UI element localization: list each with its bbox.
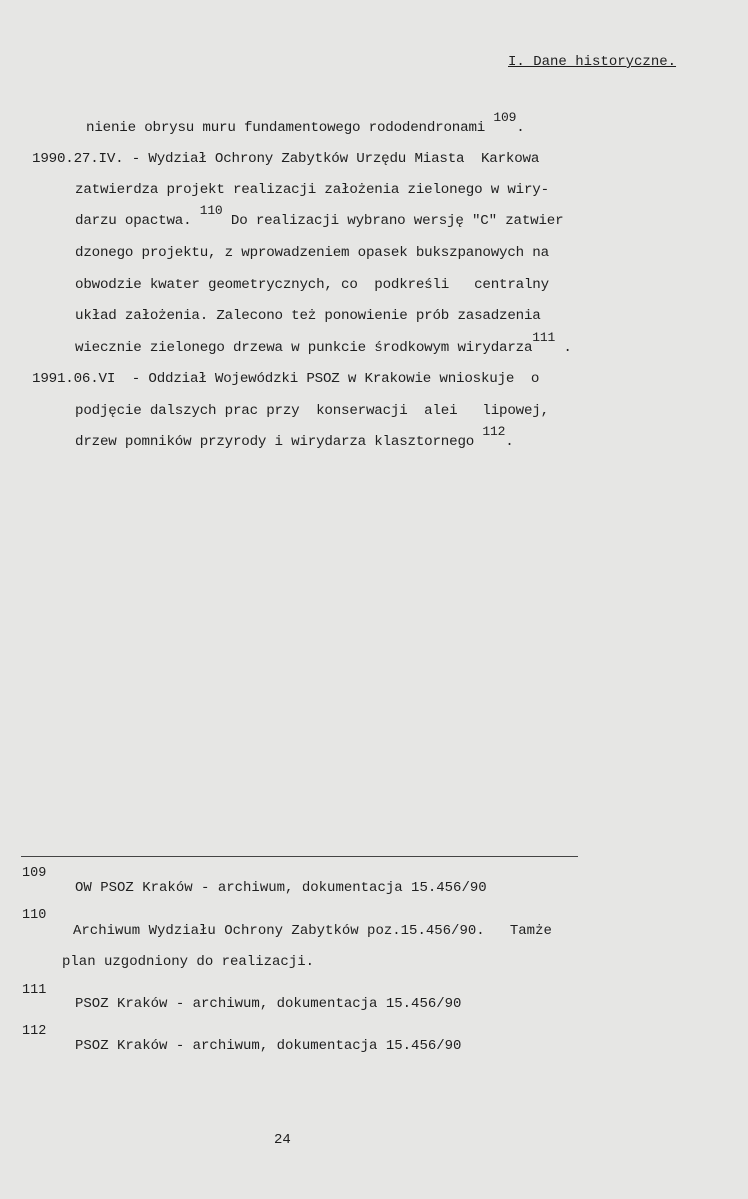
body-line-text: podjęcie dalszych prac przy konserwacji alei lipowej, xyxy=(75,403,549,419)
footnote-text: plan uzgodniony do realizacji. xyxy=(62,954,315,970)
body-line xyxy=(32,371,539,387)
body-line-text: Do realizacji wybrano wersję "C" zatwier xyxy=(230,213,564,229)
body-line xyxy=(32,151,539,167)
body-line xyxy=(75,308,541,324)
body-line-text: dzonego projektu, z wprowadzeniem opasek bukszpanowych na xyxy=(75,245,549,261)
footnote-text: PSOZ Kraków - archiwum, dokumentacja 15.456/90 xyxy=(75,1038,462,1054)
footnote-number: 112 xyxy=(22,1024,47,1039)
body-line-text: drzew pomników przyrody i wirydarza klasztornego xyxy=(75,434,475,450)
body-line xyxy=(75,203,564,229)
footnote-text: OW PSOZ Kraków - archiwum, dokumentacja 15.456/90 xyxy=(75,880,487,896)
period: . xyxy=(505,434,514,450)
footnote-separator xyxy=(21,856,578,857)
body-line-text: nienie obrysu muru fundamentowego rododendronami xyxy=(86,120,486,136)
body-line xyxy=(86,110,525,136)
body-line-text: zatwierdza projekt realizacji założenia zielonego w wiry- xyxy=(75,182,549,198)
body-line xyxy=(75,245,549,261)
footnote-text: PSOZ Kraków - archiwum, dokumentacja 15.456/90 xyxy=(75,996,462,1012)
footnote-number: 111 xyxy=(22,983,47,998)
body-line xyxy=(75,403,549,419)
body-line-text: wiecznie zielonego drzewa w punkcie środkowym wirydarza xyxy=(75,340,533,356)
body-line-text: darzu opactwa. xyxy=(75,213,192,229)
body-line-text: układ założenia. Zalecono też ponowienie prób zasadzenia xyxy=(75,308,541,324)
page-number: 24 xyxy=(274,1132,291,1148)
footnote-ref-112: 112 xyxy=(482,424,506,440)
period: . xyxy=(516,120,525,136)
body-line xyxy=(75,277,549,293)
period: . xyxy=(563,340,572,356)
body-line-text: 1991.06.VI - Oddział Wojewódzki PSOZ w Krakowie wnioskuje o xyxy=(32,371,540,387)
body-line xyxy=(75,424,514,450)
body-line-text: 1990.27.IV. - Wydział Ochrony Zabytków Urzędu Miasta Karkowa xyxy=(32,151,540,167)
footnote-ref-111: 111 xyxy=(532,330,556,346)
section-header: I. Dane historyczne. xyxy=(508,54,677,70)
footnote-number: 110 xyxy=(22,908,47,923)
body-line xyxy=(75,330,572,356)
footnote-number: 109 xyxy=(22,866,47,881)
footnote-ref-110: 110 xyxy=(199,203,223,219)
body-line xyxy=(75,182,549,198)
footnote-ref-109: 109 xyxy=(493,110,517,126)
footnote-text: Archiwum Wydziału Ochrony Zabytków poz.15.456/90. Tamże xyxy=(73,923,552,939)
body-line-text: obwodzie kwater geometrycznych, co podkreśli centralny xyxy=(75,277,549,293)
